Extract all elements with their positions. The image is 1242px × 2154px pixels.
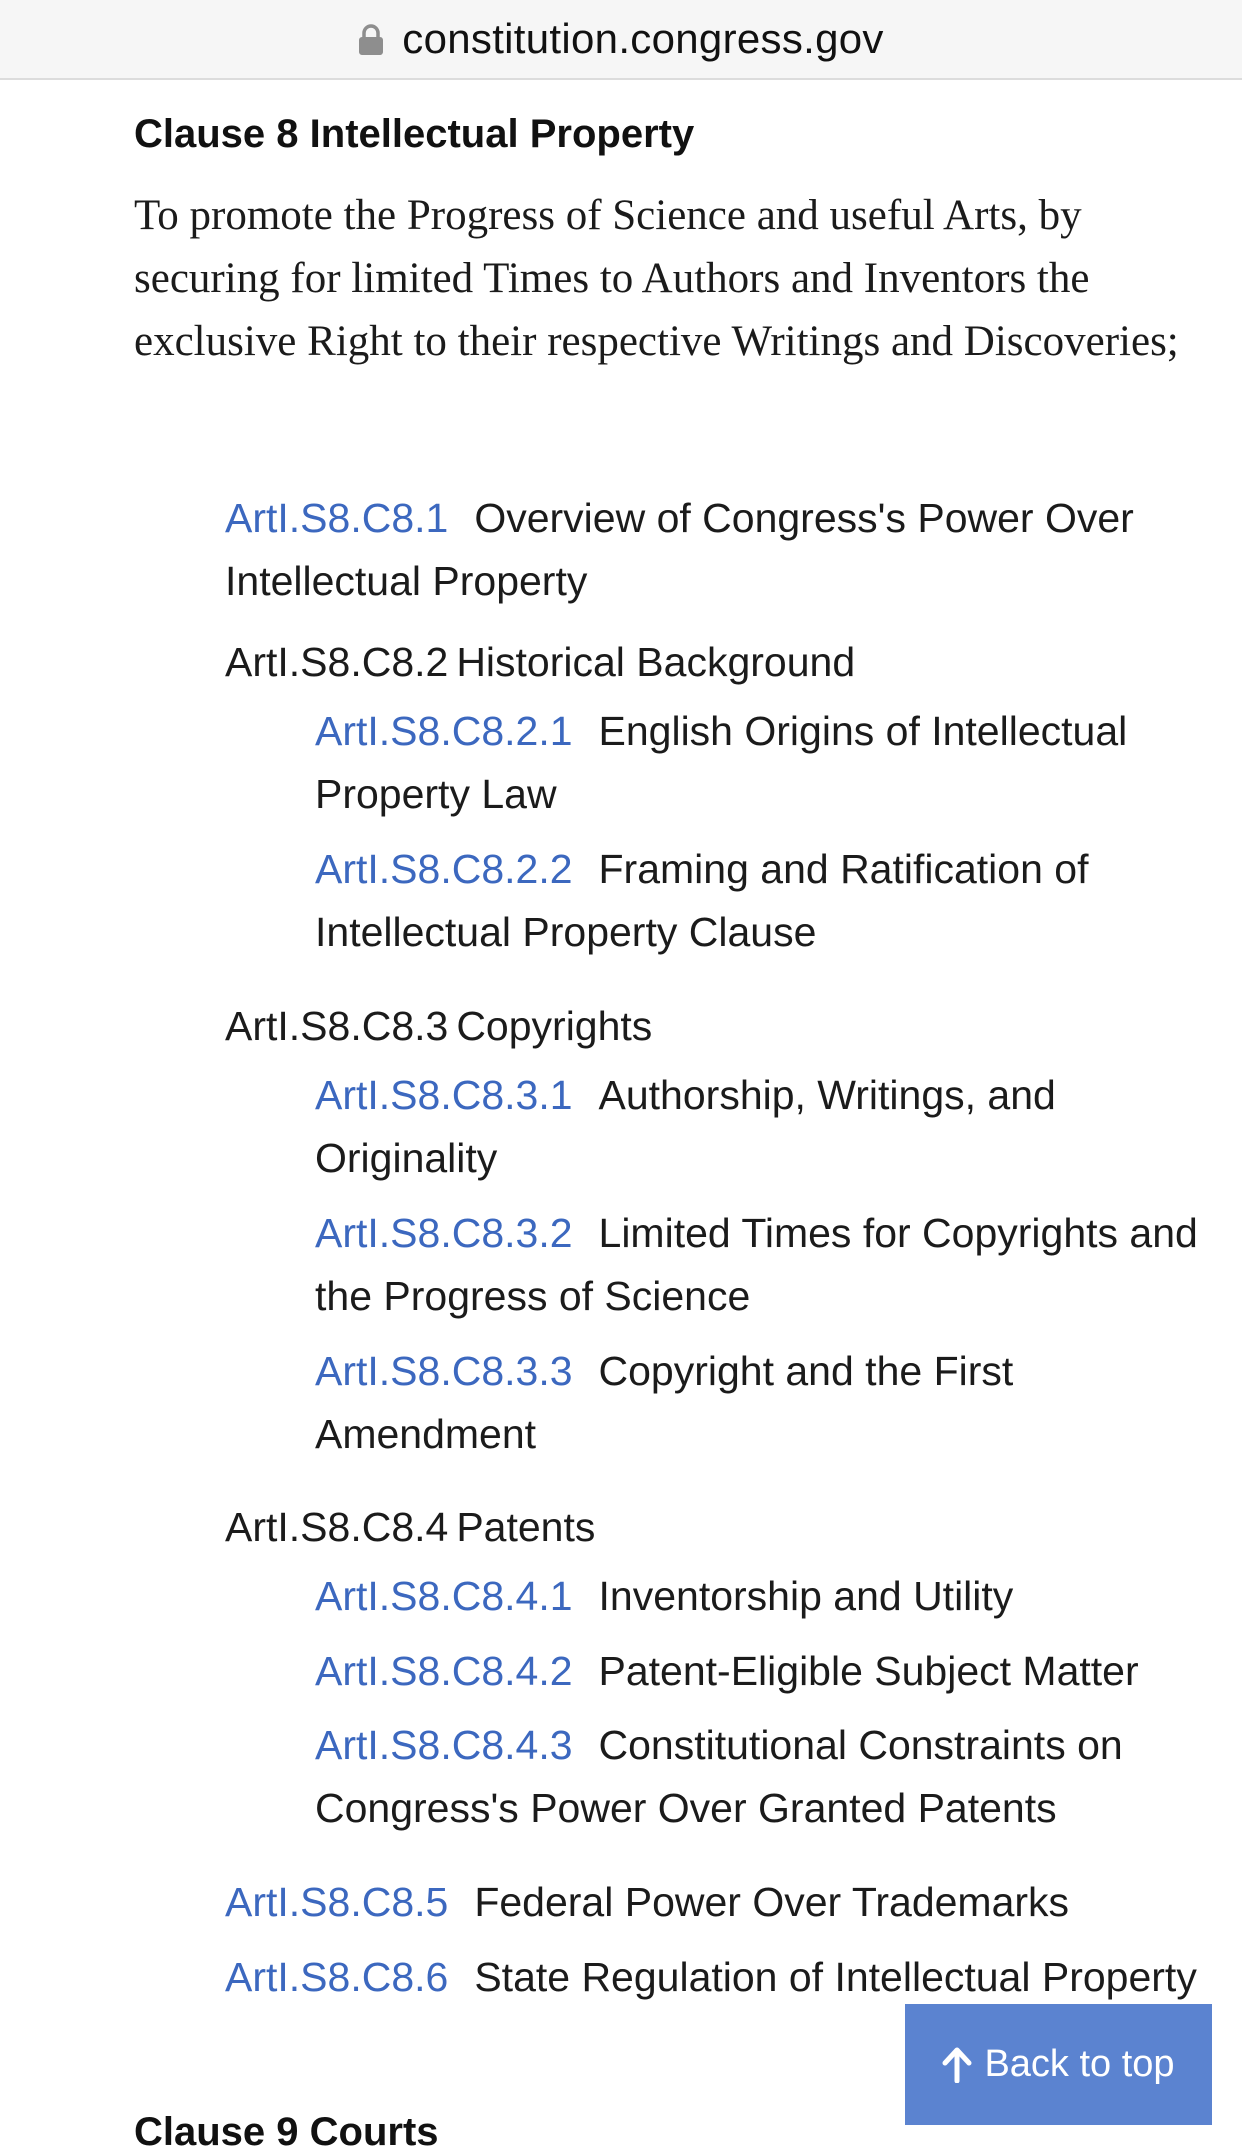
arrow-up-icon [942, 2047, 972, 2083]
toc-link-c8-1[interactable]: ArtI.S8.C8.1 [225, 495, 449, 541]
toc-title-c8-6: State Regulation of Intellectual Property [474, 1954, 1197, 2000]
toc-entry-c8-3-1 [315, 1064, 1225, 1190]
clause-8-text: To promote the Progress of Science and useful Arts, by securing for limited Times to Authors and Inventors the exclusive Right to their respective Writings and Discoveries; [134, 192, 1179, 365]
toc-entry-c8-4-3 [315, 1714, 1225, 1840]
toc-title-c8-3-3: Copyright and the First Amendment [315, 1348, 1014, 1457]
toc-link-c8-5[interactable]: ArtI.S8.C8.5 [225, 1879, 449, 1925]
toc-group-c8-3 [225, 995, 652, 1058]
toc-code-c8-4: ArtI.S8.C8.4 [225, 1504, 449, 1550]
toc-entry-c8-4-2 [315, 1640, 1225, 1703]
toc-entry-c8-1 [225, 487, 1225, 613]
toc-title-c8-5: Federal Power Over Trademarks [474, 1879, 1070, 1925]
toc-entry-c8-2-1 [315, 700, 1225, 826]
toc-group-c8-2 [225, 631, 855, 694]
toc-title-c8-2: Historical Background [456, 639, 856, 685]
toc-title-c8-4: Patents [456, 1504, 596, 1550]
toc-entry-c8-3-2 [315, 1202, 1225, 1328]
clause-8-heading: Clause 8 Intellectual Property [134, 112, 695, 156]
toc-link-c8-3-1[interactable]: ArtI.S8.C8.3.1 [315, 1072, 573, 1118]
toc-entry-c8-3-3 [315, 1340, 1225, 1466]
toc-link-c8-6[interactable]: ArtI.S8.C8.6 [225, 1954, 449, 2000]
toc-title-c8-3-2: Limited Times for Copyrights and the Progress of Science [315, 1210, 1198, 1319]
toc-title-c8-4-3: Constitutional Constraints on Congress's Power Over Granted Patents [315, 1722, 1123, 1831]
toc-code-c8-3: ArtI.S8.C8.3 [225, 1003, 449, 1049]
url-text: constitution.congress.gov [402, 15, 884, 62]
toc-entry-c8-5 [225, 1871, 1225, 1934]
toc-title-c8-2-2: Framing and Ratification of Intellectual Property Clause [315, 846, 1089, 955]
back-to-top-label: Back to top [984, 2043, 1175, 2085]
back-to-top-button[interactable] [905, 2004, 1212, 2125]
toc-title-c8-3: Copyrights [456, 1003, 653, 1049]
toc-link-c8-4-3[interactable]: ArtI.S8.C8.4.3 [315, 1722, 573, 1768]
browser-url-bar[interactable] [0, 0, 1242, 80]
toc-link-c8-2-2[interactable]: ArtI.S8.C8.2.2 [315, 846, 573, 892]
toc-entry-c8-4-1 [315, 1565, 1225, 1628]
toc-entry-c8-2-2 [315, 838, 1225, 964]
toc-link-c8-4-1[interactable]: ArtI.S8.C8.4.1 [315, 1573, 573, 1619]
toc-title-c8-3-1: Authorship, Writings, and Originality [315, 1072, 1056, 1181]
clause-9-heading: Clause 9 Courts [134, 2110, 439, 2154]
toc-link-c8-2-1[interactable]: ArtI.S8.C8.2.1 [315, 708, 573, 754]
toc-title-c8-2-1: English Origins of Intellectual Property Law [315, 708, 1128, 817]
toc-title-c8-1: Overview of Congress's Power Over Intellectual Property [225, 495, 1134, 604]
lock-icon [358, 24, 384, 56]
toc-entry-c8-6 [225, 1946, 1225, 2009]
toc-group-c8-4 [225, 1496, 595, 1559]
toc-link-c8-3-3[interactable]: ArtI.S8.C8.3.3 [315, 1348, 573, 1394]
toc-link-c8-3-2[interactable]: ArtI.S8.C8.3.2 [315, 1210, 573, 1256]
toc-title-c8-4-2: Patent-Eligible Subject Matter [598, 1648, 1139, 1694]
toc-link-c8-4-2[interactable]: ArtI.S8.C8.4.2 [315, 1648, 573, 1694]
toc-code-c8-2: ArtI.S8.C8.2 [225, 639, 449, 685]
toc-title-c8-4-1: Inventorship and Utility [598, 1573, 1014, 1619]
